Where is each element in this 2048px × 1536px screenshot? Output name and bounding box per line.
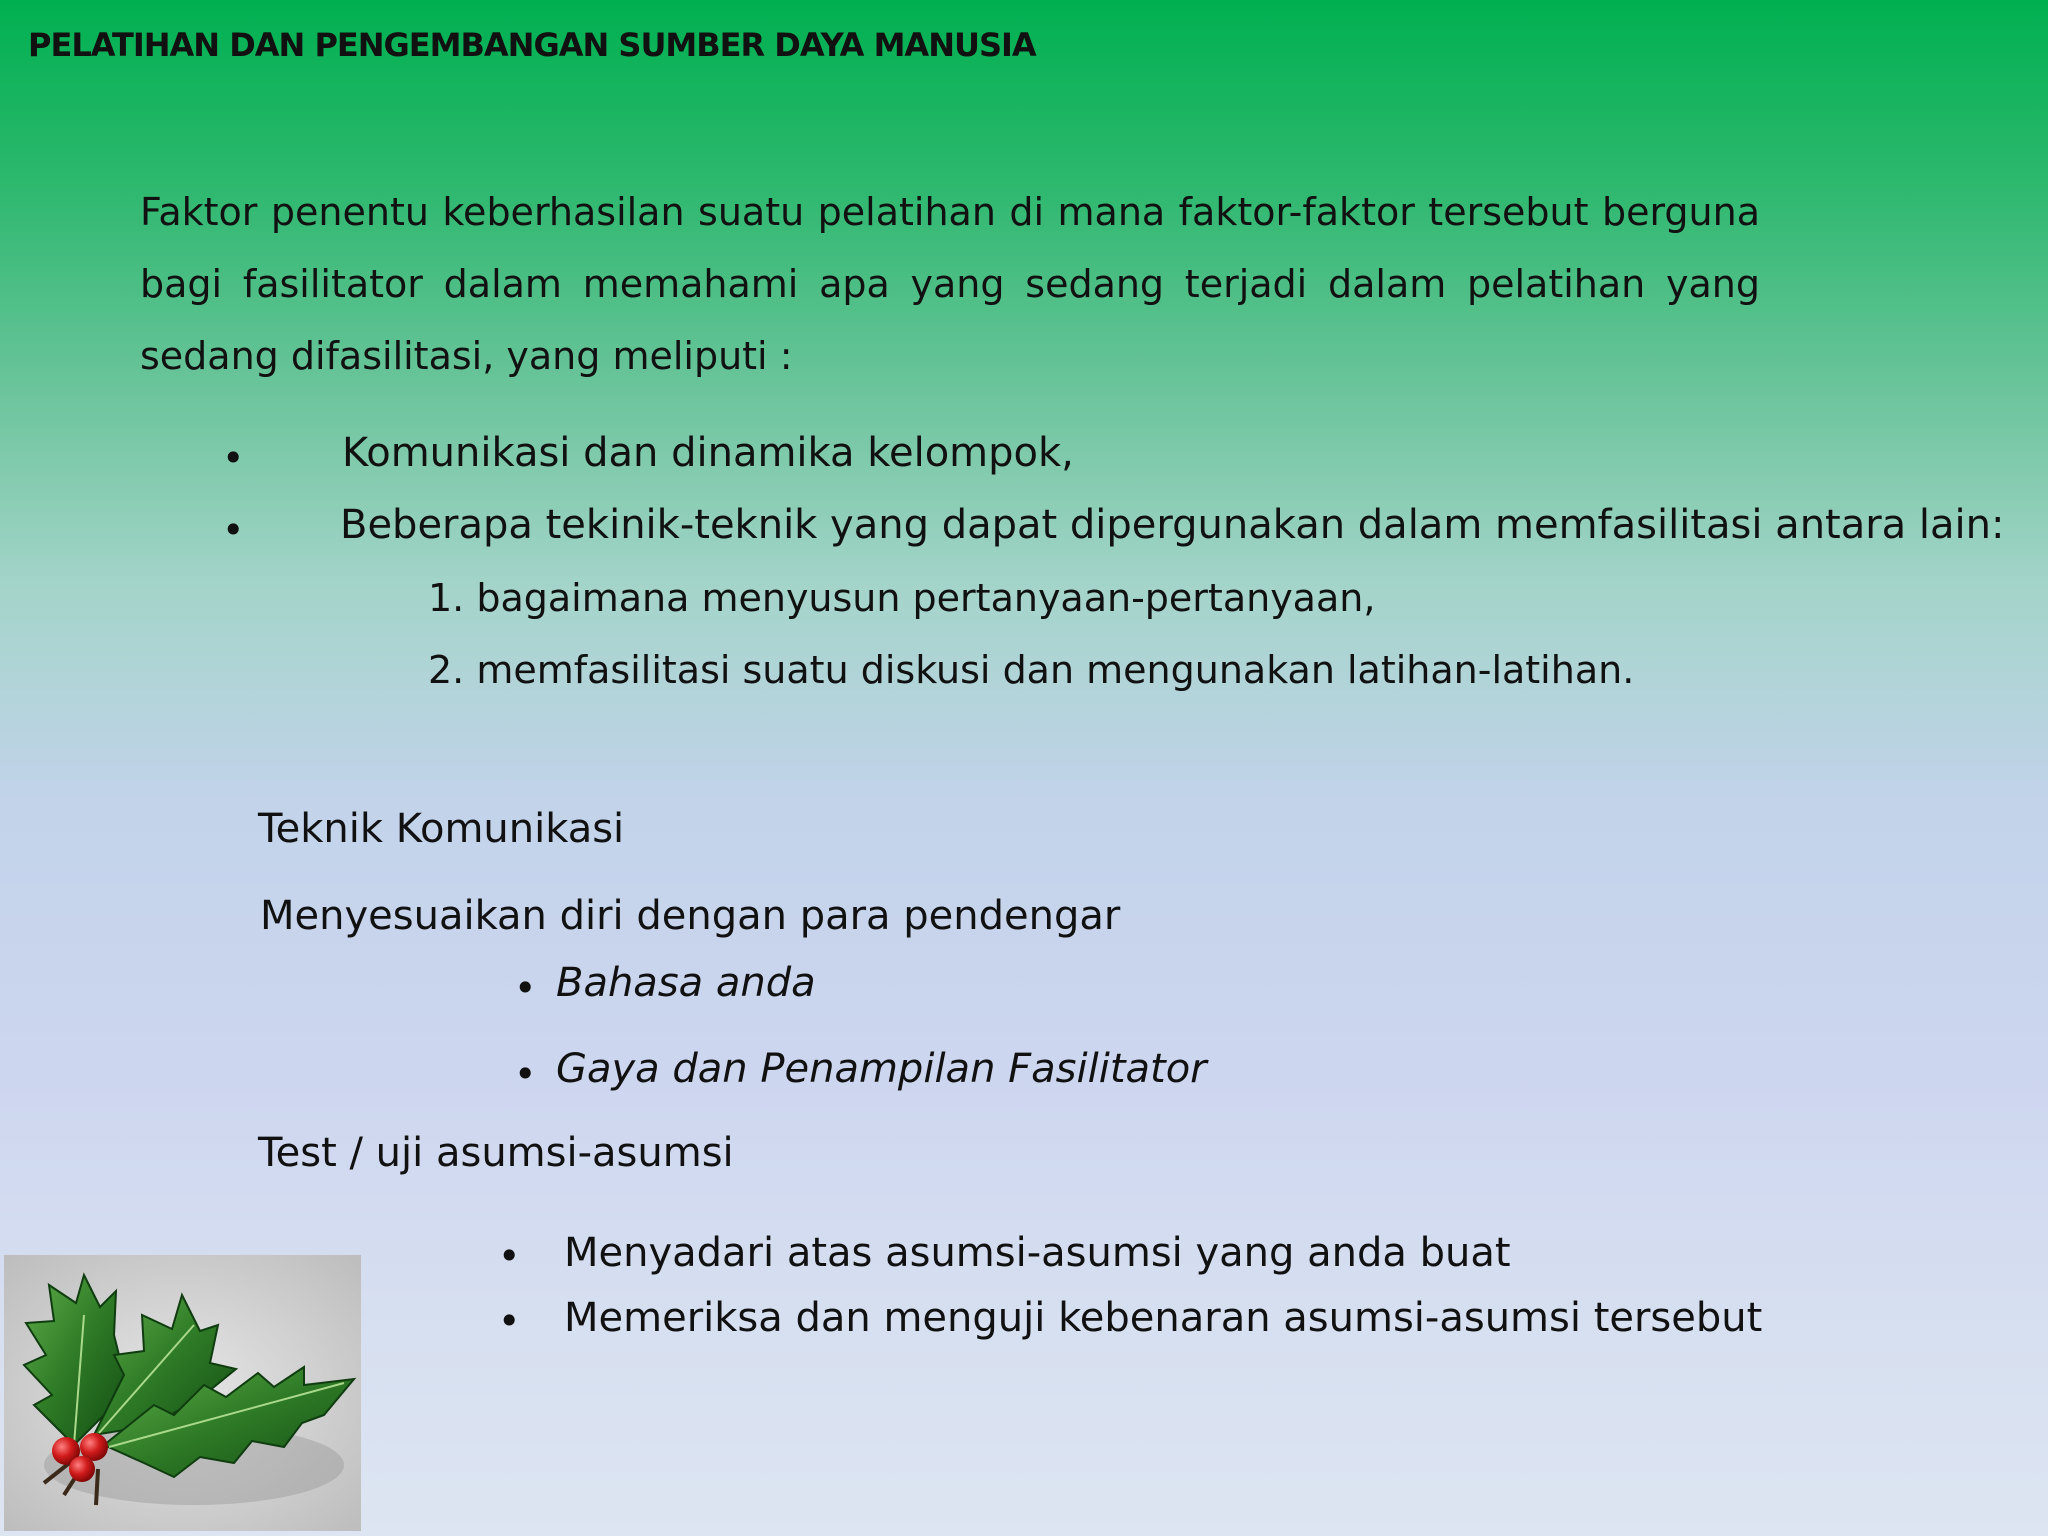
communication-item-style: Gaya dan Penampilan Fasilitator bbox=[556, 1046, 1207, 1092]
assumptions-item-verify: Memeriksa dan menguji kebenaran asumsi-asumsi tersebut bbox=[564, 1295, 1763, 1341]
holly-leaves-berries-icon bbox=[4, 1255, 361, 1531]
slide-header-title: PELATIHAN DAN PENGEMBANGAN SUMBER DAYA MANUSIA bbox=[28, 26, 1036, 64]
bullet-marker: • bbox=[514, 966, 537, 1010]
technique-subitem-discussion: 2. memfasilitasi suatu diskusi dan mengunakan latihan-latihan. bbox=[428, 648, 1635, 692]
factor-item-communication: Komunikasi dan dinamika kelompok, bbox=[342, 430, 1074, 476]
bullet-marker: • bbox=[498, 1234, 521, 1278]
technique-subitem-questions: 1. bagaimana menyusun pertanyaan-pertanyaan, bbox=[428, 576, 1376, 620]
assumptions-item-aware: Menyadari atas asumsi-asumsi yang anda buat bbox=[564, 1230, 1511, 1276]
assumptions-heading: Test / uji asumsi-asumsi bbox=[258, 1130, 734, 1176]
intro-paragraph: Faktor penentu keberhasilan suatu pelatihan di mana faktor-faktor tersebut berguna bagi fasilitator dalam memahami apa yang sedang terjadi dalam pelatihan yang sedang difasilitasi, yang meliputi : bbox=[140, 190, 1760, 378]
bullet-marker: • bbox=[222, 508, 245, 552]
bullet-marker: • bbox=[498, 1299, 521, 1343]
factor-item-techniques: Beberapa tekinik-teknik yang dapat dipergunakan dalam memfasilitasi antara lain: bbox=[340, 502, 2005, 548]
communication-heading: Teknik Komunikasi bbox=[258, 806, 625, 852]
communication-subheading: Menyesuaikan diri dengan para pendengar bbox=[260, 893, 1121, 939]
bullet-marker: • bbox=[222, 436, 245, 480]
communication-item-language: Bahasa anda bbox=[556, 960, 816, 1006]
bullet-marker: • bbox=[514, 1052, 537, 1096]
